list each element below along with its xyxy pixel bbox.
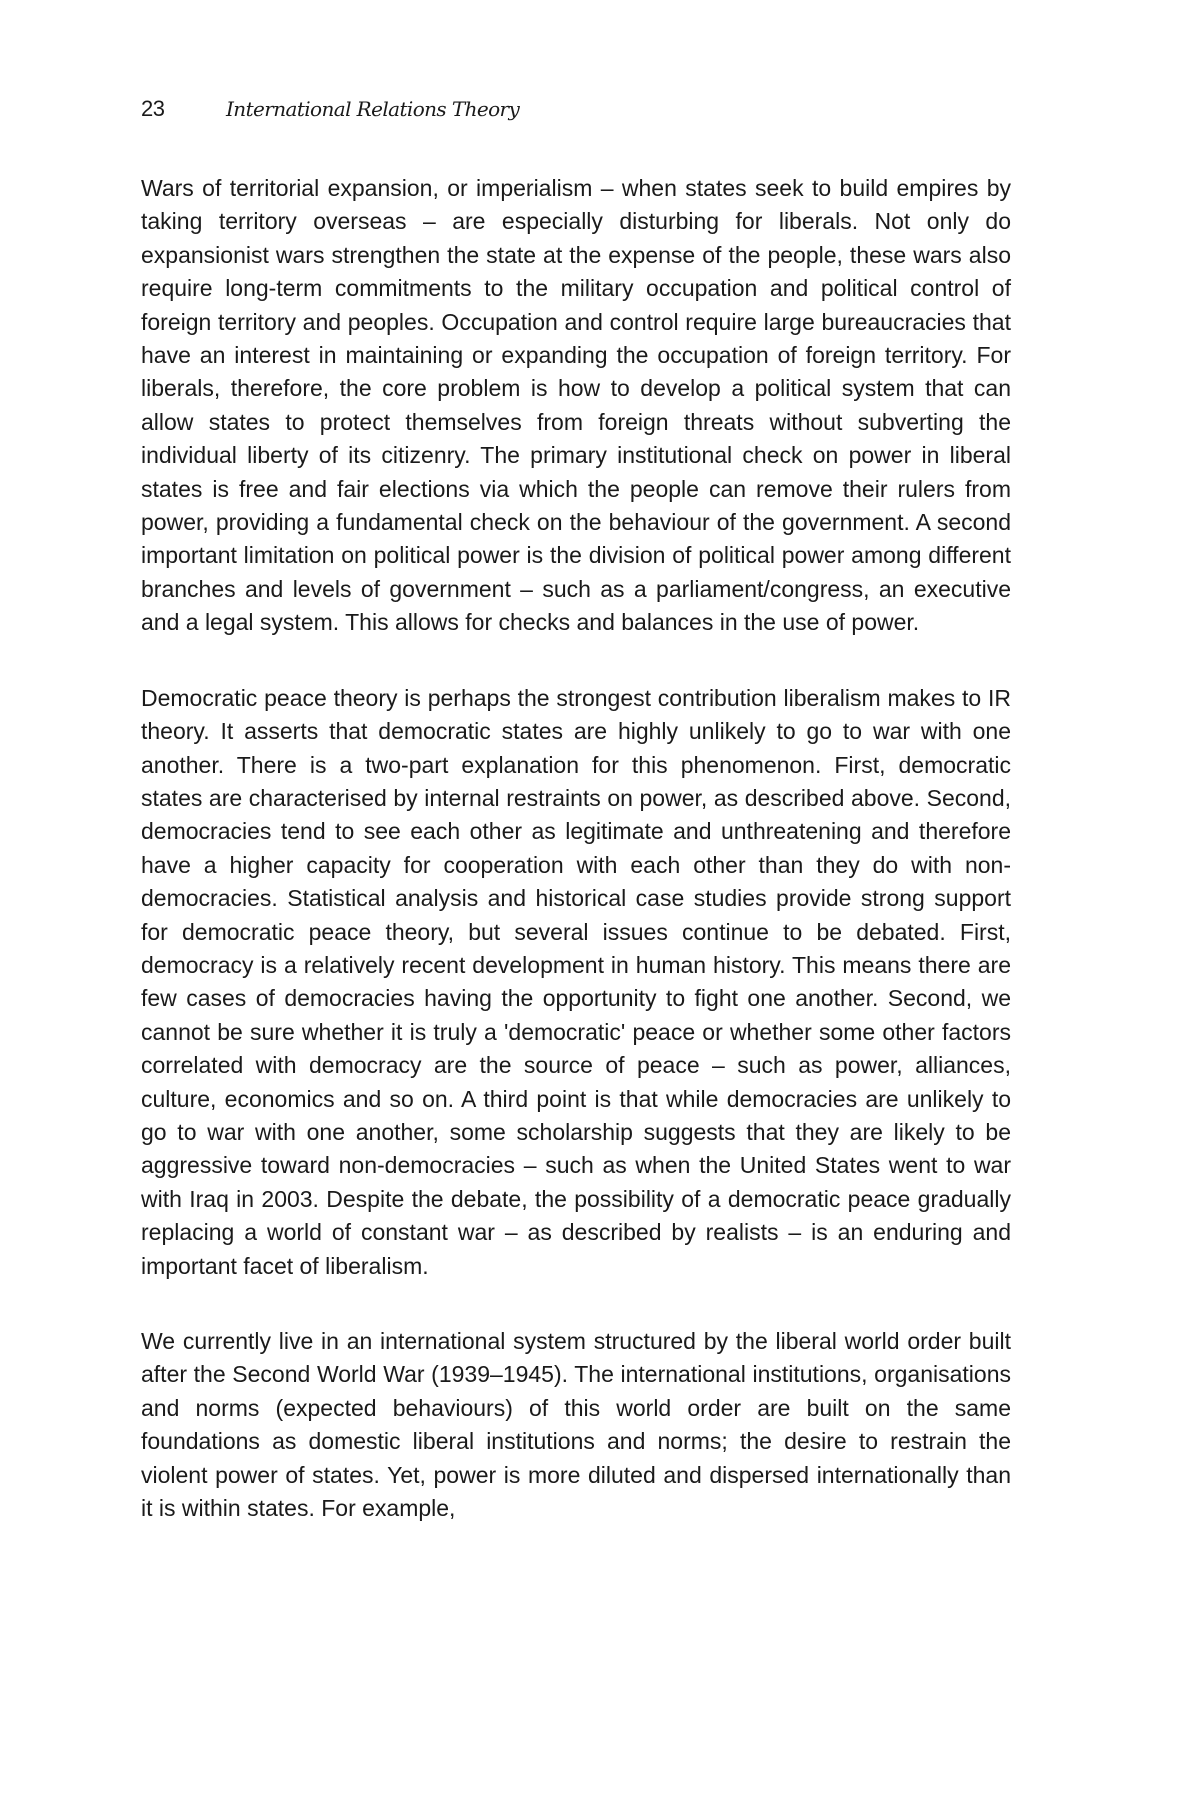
running-head [141, 96, 519, 122]
page-number: 23 [141, 96, 165, 121]
paragraph-liberal-world-order: We currently live in an international system structured by the liberal world order built after the Second World War (1939–1945). The international institutions, organisations and norms (expected behaviours) of this world order are built on the same foundations as domestic liberal institutions and norms; the desire to restrain the violent power of states. Yet, power is more diluted and dispersed internationally than it is within states. For example, [141, 1328, 1011, 1522]
body-text [141, 172, 1011, 1567]
paragraph-imperialism: Wars of territorial expansion, or imperialism – when states seek to build empires by taking territory overseas – are especially disturbing for liberals. Not only do expansionist wars strengthen the state at the expense of the people, these wars also require long-term commitments to the military occupation and political control of foreign territory and peoples. Occupation and control require large bureaucracies that have an interest in maintaining or expanding the occupation of foreign territory. For liberals, therefore, the core problem is how to develop a political system that can allow states to protect themselves from foreign threats without subverting the individual liberty of its citizenry. The primary institutional check on power in liberal states is free and fair elections via which the people can remove their rulers from power, providing a fundamental check on the behaviour of the government. A second important limitation on political power is the division of political power among different branches and levels of government – such as a parliament/congress, an executive and a legal system. This allows for checks and balances in the use of power. [141, 175, 1011, 636]
book-title: International Relations Theory [226, 97, 520, 121]
paragraph-democratic-peace: Democratic peace theory is perhaps the strongest contribution liberalism makes to IR theory. It asserts that democratic states are highly unlikely to go to war with one another. There is a two-part explanation for this phenomenon. First, democratic states are characterised by internal restraints on power, as described above. Second, democracies tend to see each other as legitimate and unthreatening and therefore have a higher capacity for cooperation with each other than they do with non-democracies. Statistical analysis and historical case studies provide strong support for democratic peace theory, but several issues continue to be debated. First, democracy is a relatively recent development in human history. This means there are few cases of democracies having the opportunity to fight one another. Second, we cannot be sure whether it is truly a 'democratic' peace or whether some other factors correlated with democracy are the source of peace – such as power, alliances, culture, economics and so on. A third point is that while democracies are unlikely to go to war with one another, some scholarship suggests that they are likely to be aggressive toward non-democracies – such as when the United States went to war with Iraq in 2003. Despite the debate, the possibility of a democratic peace gradually replacing a world of constant war – as described by realists – is an enduring and important facet of liberalism. [141, 684, 1011, 1279]
